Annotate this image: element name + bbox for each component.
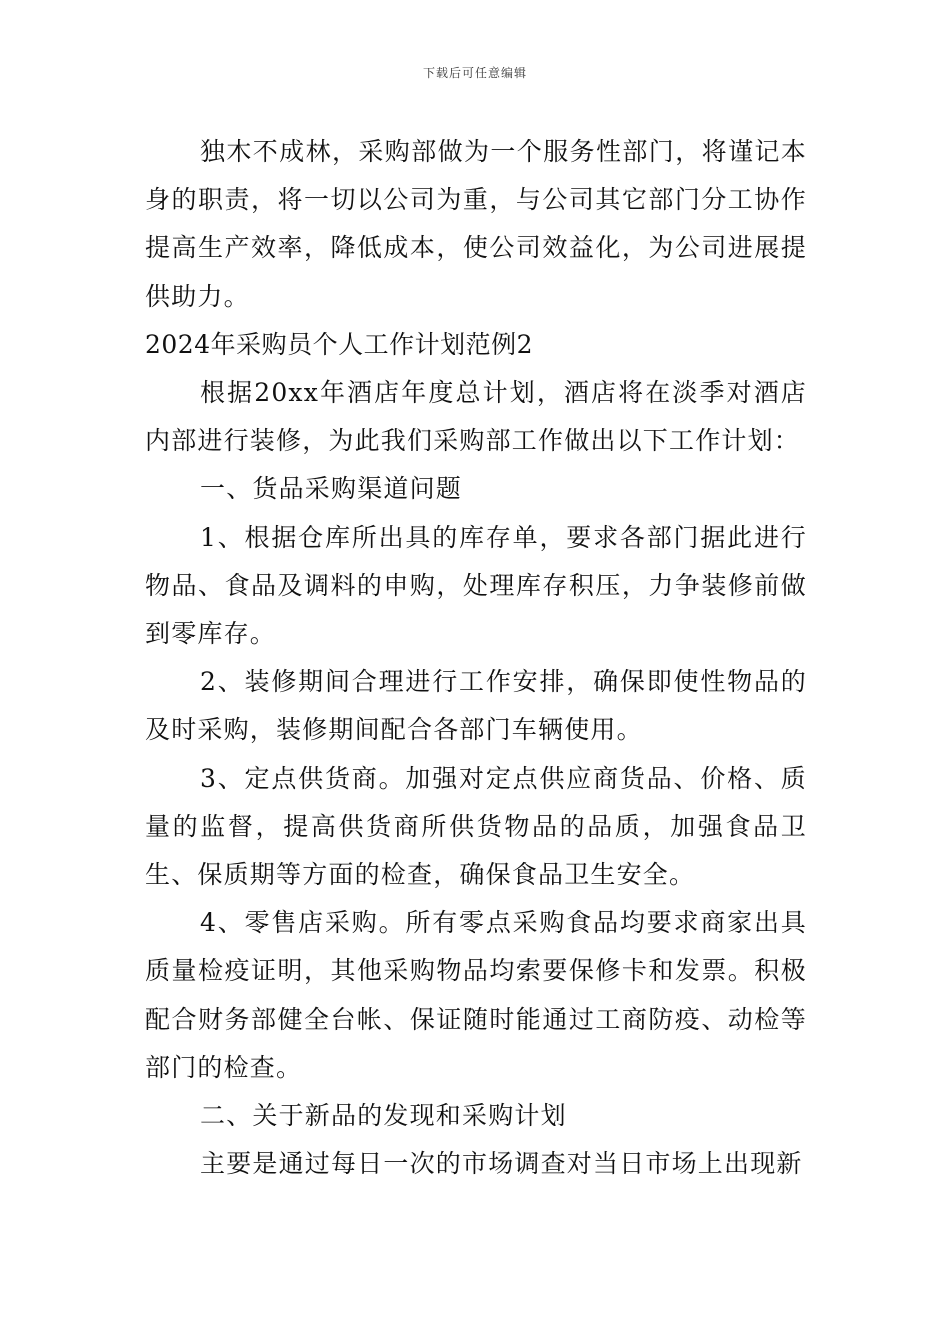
list-item-3: 3、定点供货商。加强对定点供应商货品、价格、质量的监督，提高供货商所供货物品的品质，加强食品卫生、保质期等方面的检查，确保食品卫生安全。 [145, 763, 807, 890]
page-header: 下载后可任意编辑 [422, 66, 527, 80]
paragraph-closing-summary: 独木不成林，采购部做为一个服务性部门，将谨记本身的职责，将一切以公司为重，与公司其它部门分工协作提高生产效率，降低成本，使公司效益化，为公司进展提供助力。 [145, 137, 807, 311]
paragraph-intro: 根据20xx年酒店年度总计划，酒店将在淡季对酒店内部进行装修，为此我们采购部工作做出以下工作计划： [145, 378, 807, 456]
paragraph-new-products: 主要是通过每日一次的市场调查对当日市场上出现新 [200, 1149, 803, 1179]
list-item-1: 1、根据仓库所出具的库存单，要求各部门据此进行物品、食品及调料的申购，处理库存积压，力争装修前做到零库存。 [145, 522, 807, 649]
document-body [145, 128, 807, 1188]
heading-new-products: 二、关于新品的发现和采购计划 [200, 1101, 567, 1131]
heading-procurement-channels: 一、货品采购渠道问题 [200, 474, 463, 504]
section-title: 2024年采购员个人工作计划范例2 [145, 329, 534, 359]
list-item-4: 4、零售店采购。所有零点采购食品均要求商家出具质量检疫证明，其他采购物品均索要保修卡和发票。积极配合财务部健全台帐、保证随时能通过工商防疫、动检等部门的检查。 [145, 908, 807, 1082]
list-item-2: 2、装修期间合理进行工作安排，确保即使性物品的及时采购，装修期间配合各部门车辆使用。 [145, 667, 807, 745]
